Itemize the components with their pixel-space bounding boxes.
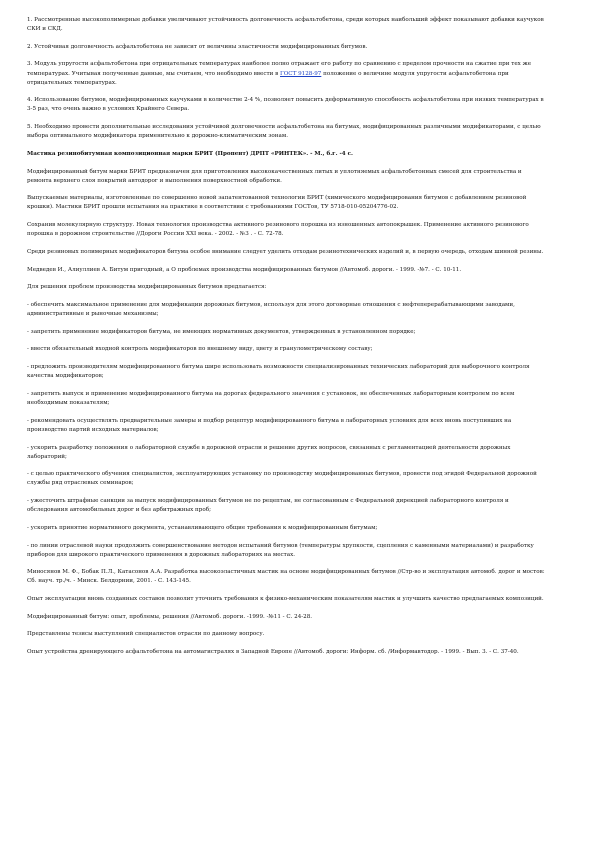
paragraph-25: Опыт эксплуатации вновь созданных составов позволит уточнить требования к физико-механическим показателям мастик и улучшить качество предлагаемых композиций.: [27, 596, 544, 603]
paragraph-2: 2. Устойчивая долговечность асфальтобетона не зависит от величины эластичности модифицированных битумов.: [27, 43, 368, 50]
list-item-8: - с целью практического обучения специалистов, эксплуатирующих установку по производству модифицированных битумов, провести под эгидой Федеральной дорожной службы ряд отраслевых семинаров;: [27, 471, 537, 487]
paragraph-8: Выпускаемые материалы, изготовленные по совершенно новой запатентованной технологии БРИТ (химического модифицирования битумов с добавлением резиновой крошки). Мастики БРИТ прошли испытания на практике в соответствии с требованиями ГОСТов, ТУ 5718-010-05204776-02.: [27, 195, 527, 211]
list-item-10: - ускорить принятие нормативного документа, устанавливающего общие требования к модифицированным битумам;: [27, 524, 378, 531]
reference-4: Миносянов М. Ф., Бобак П.Л., Катасонов А.А. Разработка высокоэластичных мастик на основе модифицированных битумов //Стр-во и эксплуатация автомоб. дорог и мостов: Сб. науч. тр./ч. - Минск. Белдорнии, 2001. - С. 143-145.: [27, 569, 545, 585]
reference-2: Сохранив молекулярную структуру. Новая технология производства активного резинового порошка из изношенных автопокрышек. Применение активного резинового порошка в дорожном строительстве //Дороги России XXI века. - 2002. - №3 . - С. 72-78.: [27, 222, 529, 238]
gost-link[interactable]: ГОСТ 9128-97: [280, 70, 322, 77]
list-item-5: - запретить выпуск и применение модифицированного битума на дорогах федерального значения с установок, не обеспеченных лабораторным контролем по всем необходимым показателям;: [27, 390, 515, 407]
paragraph-7: Модифицированный битум марки БРИТ предназначен для приготовления высококачественных литых и уплотняемых асфальтобетонных смесей для строительства и ремонта верхнего слоя покрытий автодорог и выполнения поверхностной обработки.: [27, 168, 522, 184]
paragraph-1: 1. Рассмотренные высокополимерные добавки увеличивают устойчивость долговечность асфальтобетона, среди которых наибольший эффект показывают добавки каучуков СКИ и СКД.: [27, 17, 544, 33]
list-item-6: - рекомендовать осуществлять предварительные замеры и подбор рецептур модифицированного битума в лабораторных условиях для всех вновь поступивших на производство партий исходных материалов;: [27, 417, 512, 433]
reference-5: Модифицированный битум: опыт, проблемы, решения //Автомоб. дороги. -1999. -№11 - С. 24-28.: [27, 613, 313, 620]
paragraph-5: 5. Необходимо провести дополнительные исследования устойчивой долговечности асфальтобетона на битумах, модифицированных различными модификаторами, с целью выбора оптимального модификатора применительно к дорожно-климатическим зонам.: [27, 124, 541, 140]
reference-6: Опыт устройства дренирующего асфальтобетона на автомагистралях в Западной Европе //Автомоб. дороги: Информ. сб. /Информавтодор. - 1999. - Вып. 3. - С. 37-40.: [27, 649, 519, 656]
list-item-4: - предложить производителям модифицированного битума шире использовать возможности специализированных технических лабораторий для выборочного контроля качества модификаторов;: [27, 364, 530, 380]
paragraph-27: Представлены тезисы выступлений специалистов отрасли по данному вопросу.: [27, 631, 265, 638]
paragraph-4: 4. Использование битумов, модифицированных каучуками в количестве 2-4 %, позволяет повысить деформативную способность асфальтобетона при низких температурах в 3-5 раз, что очень важно в условиях Крайнего Севера.: [27, 97, 544, 113]
list-item-3: - ввести обязательный входной контроль модификаторов по внешнему виду, цвету и гранулометрическому составу;: [27, 346, 373, 353]
list-item-11: - по линии отраслевой науки продолжить совершенствование методов испытаний битумов (температуры хрупкости, сцепления с каменными материалами) и разработку приборов для широкого практического применения в дорожных лабораториях на местах.: [27, 542, 534, 558]
reference-3: Медведев И., Алиуллиев А. Битум пригодный, а О проблемах производства модифицированных битумов //Автомоб. дороги. - 1999. -№7. - С. 10-11.: [27, 266, 462, 273]
list-item-1: - обеспечить максимальное применение для модификации дорожных битумов, используя для этого договорные отношения с нефтеперерабатывающими заводами, административные и рыночные механизмы;: [27, 302, 515, 318]
paragraph-3: [27, 60, 545, 87]
paragraph-3-text: 3. Модуль упругости асфальтобетона при отрицательных температурах наиболее полно отражает его работу по сравнению с пределом прочности на сжатие при тех же температурах. Учитывая полученные данные, мы считаем, что необходимо ввести в: [27, 61, 532, 77]
paragraph-10: Среди резиновых полимерных модификаторов битума особое внимание следует уделить отходам резинотехнических изделий и, в первую очередь, отходам шинной резины.: [27, 248, 544, 255]
list-item-7: - ускорить разработку положения о лабораторной службе в дорожной отрасли и решение других вопросов, связанных с регламентацией деятельности дорожных лабораторий;: [27, 444, 511, 460]
list-item-2: - запретить применение модификаторов битума, не имеющих нормативных документов, утвержденных в установленном порядке;: [27, 328, 416, 335]
reference-heading-1: Мастика резинобитумная композиционная марки БРИТ (Пропент) ДРПТ «РИНТЕК». - М., б.г. -4 с.: [27, 150, 353, 157]
paragraph-3-after: положение о величине модуля упругости асфальтобетона при отрицательных температурах.: [27, 70, 509, 86]
paragraph-12: Для решения проблем производства модифицированных битумов предлагается:: [27, 284, 267, 291]
list-item-9: - ужесточить штрафные санкции за выпуск модифицированных битумов не по рецептам, не согласованным с Федеральной дирекцией лабораторного контроля и обследования автомобильных дорог и без арбитражных проб;: [27, 498, 509, 514]
